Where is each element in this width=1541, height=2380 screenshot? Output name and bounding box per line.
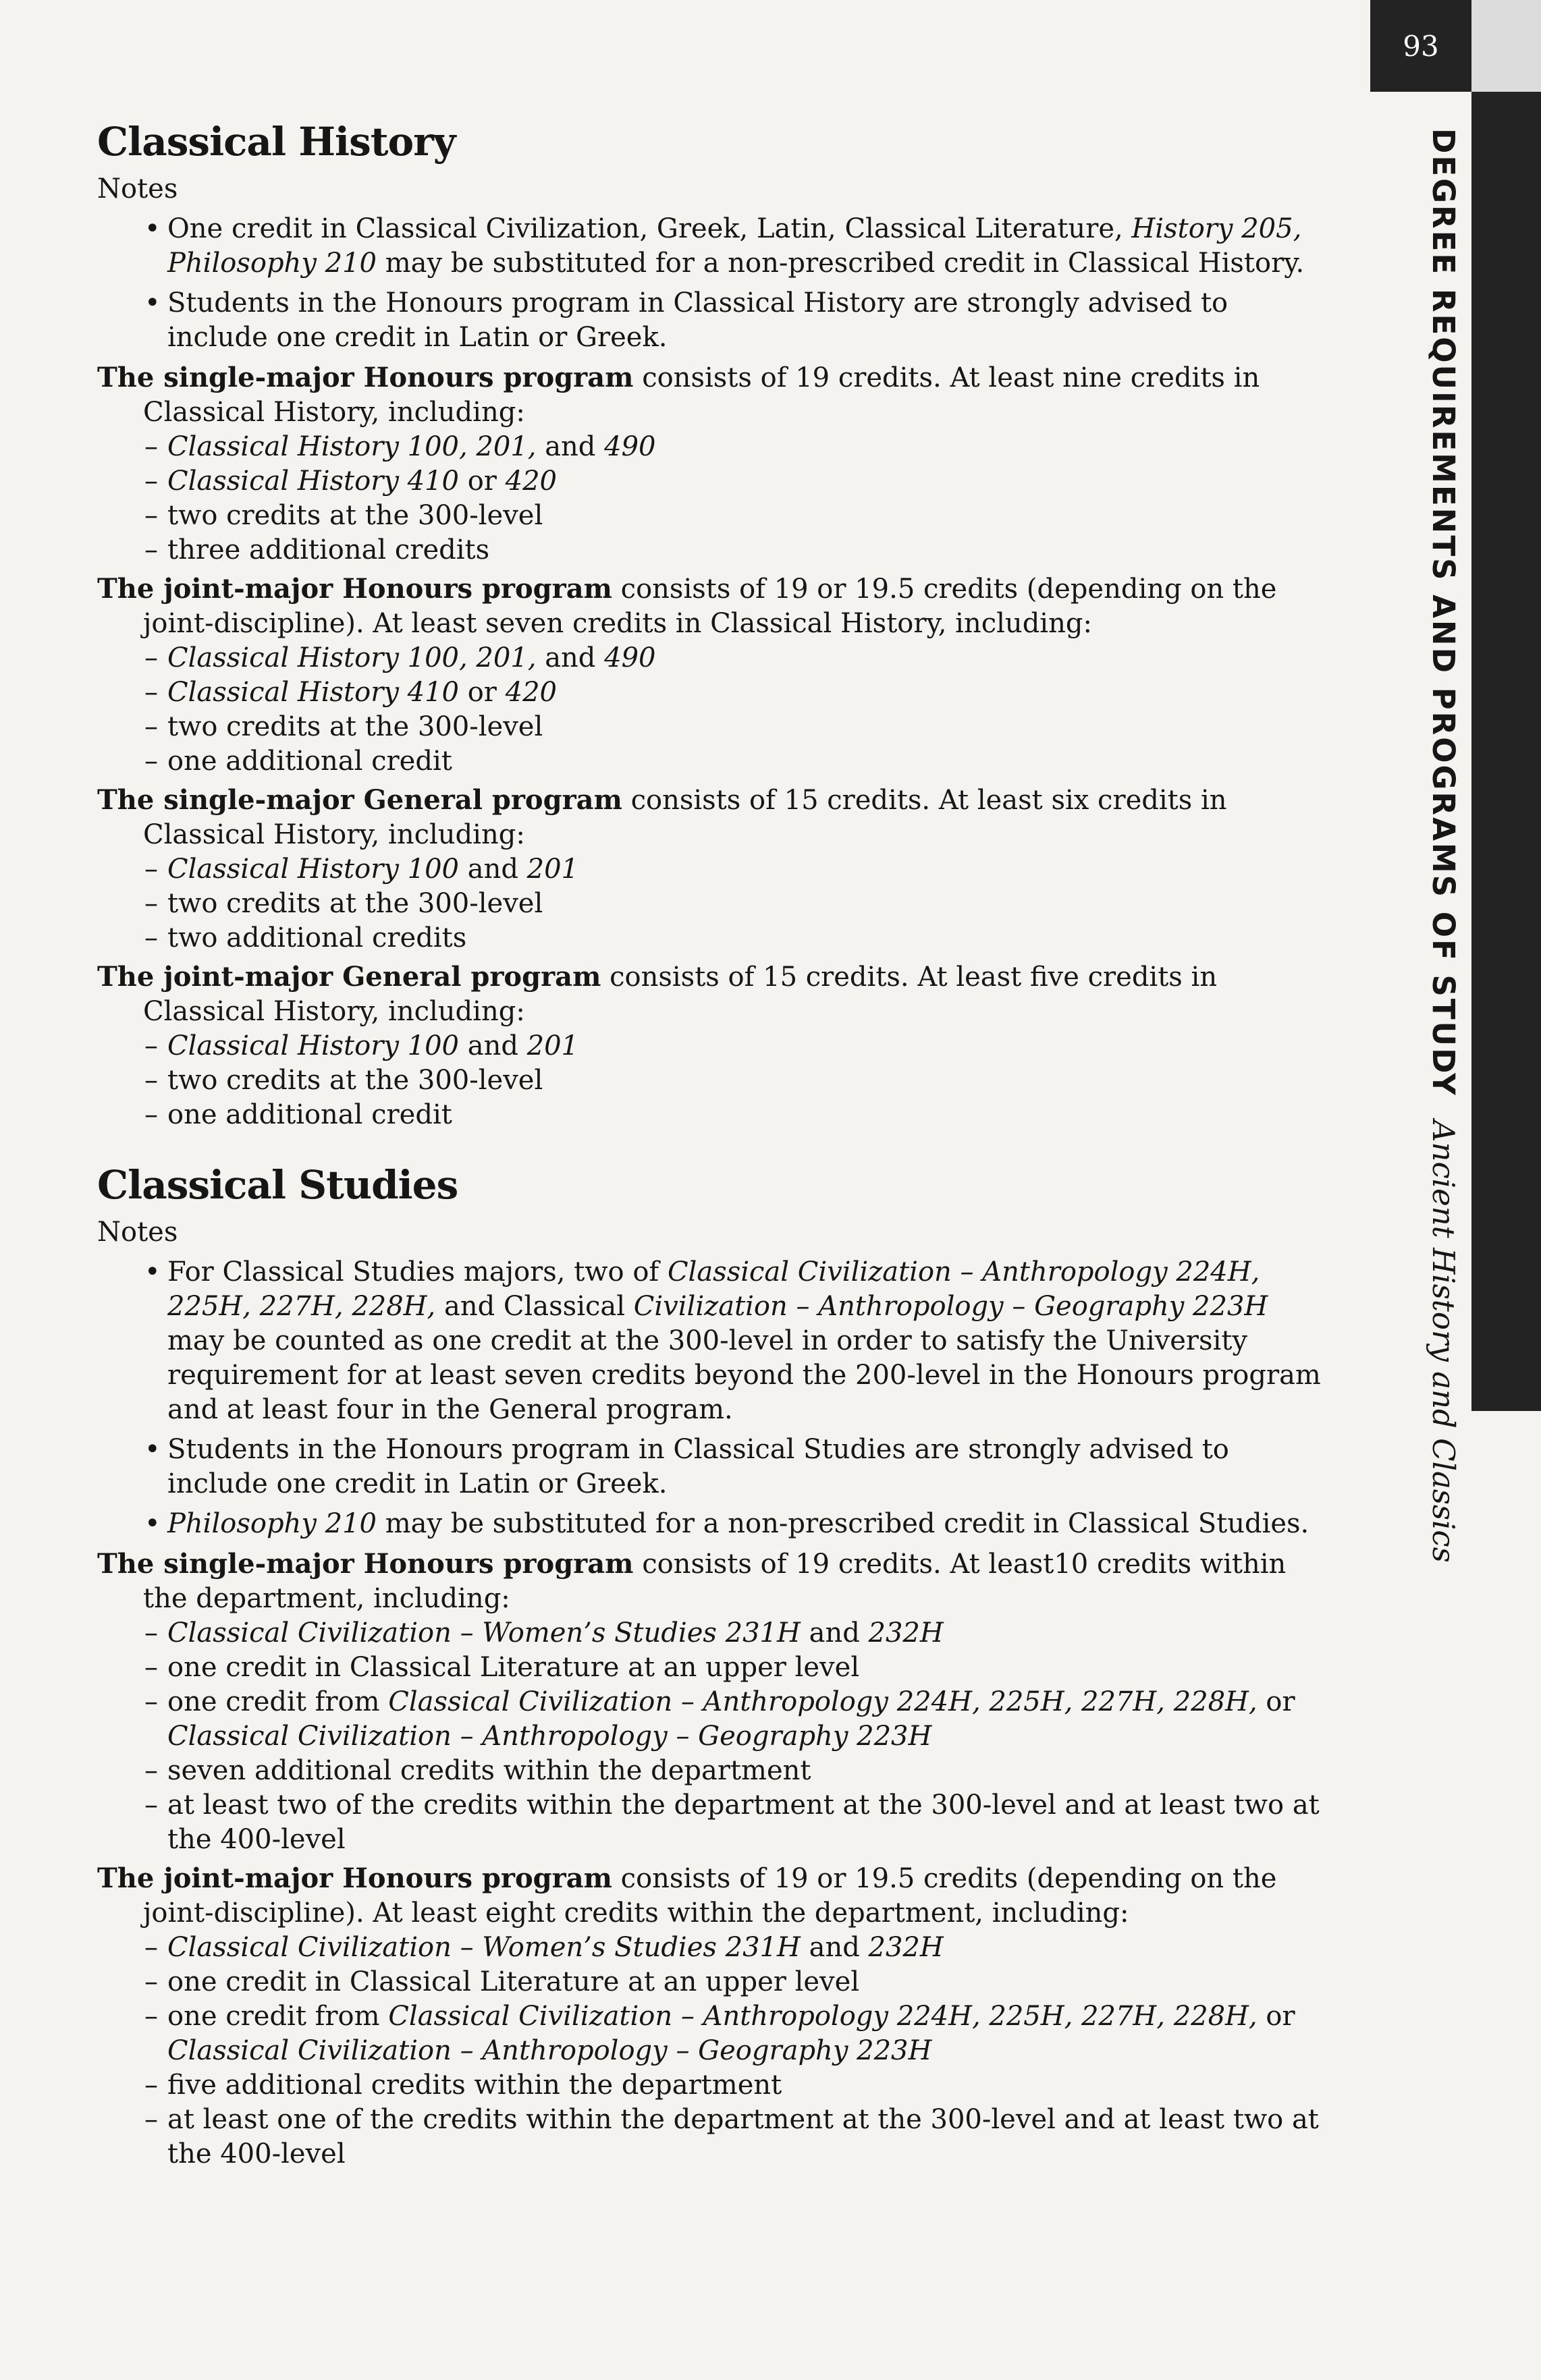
dash-marker: – [144, 677, 158, 708]
program-name: The single-major Honours program [97, 362, 634, 393]
text-run: and Classical [435, 1291, 634, 1322]
italic-text: 201 [526, 1030, 579, 1061]
text-run: One credit in Classical Civilization, Greek, Latin, Classical Literature, [167, 213, 1132, 244]
bullet-dot: • [144, 1256, 161, 1288]
program-description: consists of 19 or 19.5 credits (depending on the joint-discipline). At least seven credits in Classical History, including: [143, 574, 1277, 639]
program-name: The joint-major Honours program [97, 573, 612, 605]
dash-marker: – [144, 746, 158, 777]
dash-marker: – [144, 922, 158, 953]
italic-text: Classical Civilization – Anthropology 224H, 225H, 227H, 228H, [388, 1686, 1258, 1717]
dash-marker: – [144, 1652, 158, 1683]
text-run: two credits at the 300-level [167, 1065, 543, 1096]
text-run: at least two of the credits within the department at the 300-level and at least two at the 400-level [167, 1790, 1320, 1855]
text-run: seven additional credits within the department [167, 1755, 811, 1786]
main-content [97, 115, 1332, 2171]
italic-text: 490 [604, 642, 656, 673]
side-heading-sub: Ancient History and Classics [1426, 1119, 1461, 1563]
requirement-item [97, 675, 1332, 710]
bullet-dot: • [144, 1434, 161, 1465]
dash-marker: – [144, 431, 158, 462]
text-run: Students in the Honours program in Classical History are strongly advised to include one credit in Latin or Greek. [167, 287, 1228, 353]
corner-block [1471, 0, 1541, 92]
dash-marker: – [144, 2070, 158, 2101]
italic-text: Civilization – Anthropology – Geography 223H [633, 1291, 1268, 1322]
section-title: Classical History [97, 119, 456, 165]
italic-text: 232H [868, 1932, 944, 1963]
dash-marker: – [144, 1686, 158, 1717]
dash-marker: – [144, 1099, 158, 1130]
italic-text: Classical Civilization – Anthropology – Geography 223H [167, 1721, 932, 1752]
italic-text: Classical History 410 [167, 677, 459, 708]
requirement-item [97, 2068, 1332, 2103]
text-run: and [536, 431, 605, 462]
requirement-item [97, 744, 1332, 779]
italic-text: Classical Civilization – Women’s Studies 231H [167, 1617, 801, 1649]
text-run: may be substituted for a non-prescribed credit in Classical Studies. [376, 1508, 1309, 1539]
program-paragraph [97, 360, 1332, 430]
note-bullet [97, 286, 1332, 355]
text-run: or [1257, 1686, 1295, 1717]
italic-text: 420 [505, 466, 557, 497]
requirement-item [97, 1685, 1332, 1754]
side-running-heading [1426, 128, 1461, 1562]
program-description: consists of 15 credits. At least five credits in Classical History, including: [143, 962, 1218, 1027]
requirement-item [97, 1754, 1332, 1788]
requirement-item [97, 852, 1332, 887]
program-paragraph [97, 1861, 1332, 1931]
requirement-item [97, 533, 1332, 568]
section-title: Classical Studies [97, 1162, 458, 1208]
dash-marker: – [144, 2104, 158, 2135]
notes-heading: Notes [97, 1217, 178, 1248]
page-number: 93 [1370, 0, 1471, 92]
program-paragraph [97, 572, 1332, 641]
text-run: one additional credit [167, 746, 452, 777]
bullet-dot: • [144, 1508, 161, 1539]
text-run: may be counted as one credit at the 300-level in order to satisfy the University requirement for at least seven credits beyond the 200-level in the Honours program and at least four in the General program. [167, 1325, 1321, 1425]
dash-marker: – [144, 466, 158, 497]
requirement-item [97, 641, 1332, 675]
text-run: one additional credit [167, 1099, 452, 1130]
program-paragraph [97, 960, 1332, 1029]
requirement-item [97, 430, 1332, 464]
text-run: two credits at the 300-level [167, 888, 543, 919]
text-run: and [800, 1932, 869, 1963]
italic-text: 490 [604, 431, 656, 462]
dash-marker: – [144, 711, 158, 742]
text-run: and [800, 1617, 869, 1649]
italic-text: Classical History 100 [167, 854, 459, 885]
text-run: one credit from [167, 1686, 389, 1717]
requirement-item [97, 1965, 1332, 1999]
program-description: consists of 19 or 19.5 credits (depending on the joint-discipline). At least eight credits within the department, including: [143, 1863, 1277, 1929]
note-bullet [97, 1433, 1332, 1501]
dash-marker: – [144, 1790, 158, 1821]
text-run: may be substituted for a non-prescribed credit in Classical History. [376, 248, 1305, 279]
dash-marker: – [144, 2001, 158, 2032]
requirement-item [97, 1999, 1332, 2068]
text-run: two additional credits [167, 922, 467, 953]
requirement-item [97, 2103, 1332, 2171]
text-run: three additional credits [167, 534, 490, 565]
program-paragraph [97, 783, 1332, 852]
text-run: one credit in Classical Literature at an upper level [167, 1652, 860, 1683]
text-run: and [459, 1030, 527, 1061]
program-description: consists of 19 credits. At least10 credits within the department, including: [143, 1549, 1287, 1614]
dash-marker: – [144, 534, 158, 565]
requirement-item [97, 921, 1332, 956]
text-run: two credits at the 300-level [167, 500, 543, 531]
dash-marker: – [144, 642, 158, 673]
text-run: and [536, 642, 605, 673]
requirement-item [97, 499, 1332, 533]
text-run: For Classical Studies majors, two of [167, 1256, 668, 1288]
italic-text: Classical History 100 [167, 1030, 459, 1061]
requirement-item [97, 1616, 1332, 1651]
program-paragraph [97, 1547, 1332, 1616]
requirement-item [97, 464, 1332, 499]
italic-text: Classical Civilization – Anthropology – Geography 223H [167, 2035, 932, 2066]
program-name: The single-major Honours program [97, 1548, 634, 1580]
program-name: The single-major General program [97, 784, 622, 816]
dash-marker: – [144, 1617, 158, 1649]
note-bullet [97, 1507, 1332, 1541]
italic-text: Classical History 410 [167, 466, 459, 497]
italic-text: 232H [868, 1617, 944, 1649]
italic-text: Classical History 100, 201, [167, 431, 537, 462]
text-run: five additional credits within the department [167, 2070, 782, 2101]
text-run: or [459, 466, 506, 497]
section-tab-bar [1471, 92, 1541, 1411]
text-run: and [459, 854, 527, 885]
italic-text: Philosophy 210 [167, 1508, 377, 1539]
text-run: two credits at the 300-level [167, 711, 543, 742]
requirement-item [97, 1098, 1332, 1132]
italic-text: 420 [505, 677, 557, 708]
text-run: or [459, 677, 506, 708]
dash-marker: – [144, 854, 158, 885]
note-bullet [97, 212, 1332, 281]
dash-marker: – [144, 888, 158, 919]
requirement-item [97, 887, 1332, 921]
italic-text: Classical Civilization – Women’s Studies 231H [167, 1932, 801, 1963]
dash-marker: – [144, 500, 158, 531]
italic-text: History 205, Philosophy 210 [167, 213, 1302, 279]
side-heading-main: DEGREE REQUIREMENTS AND PROGRAMS OF STUDY [1426, 128, 1461, 1097]
requirement-item [97, 710, 1332, 744]
requirement-item [97, 1063, 1332, 1098]
requirement-item [97, 1788, 1332, 1857]
bullet-dot: • [144, 213, 161, 244]
program-name: The joint-major Honours program [97, 1862, 612, 1894]
note-bullet [97, 1255, 1332, 1427]
dash-marker: – [144, 1966, 158, 1997]
requirement-item [97, 1651, 1332, 1685]
bullet-dot: • [144, 287, 161, 319]
text-run: one credit from [167, 2001, 389, 2032]
program-description: consists of 19 credits. At least nine credits in Classical History, including: [143, 362, 1260, 428]
italic-text: Classical Civilization – Anthropology 224H, 225H, 227H, 228H, [167, 1256, 1260, 1322]
italic-text: Classical Civilization – Anthropology 224H, 225H, 227H, 228H, [388, 2001, 1258, 2032]
notes-heading: Notes [97, 173, 178, 204]
requirement-item [97, 1931, 1332, 1965]
program-name: The joint-major General program [97, 961, 601, 993]
dash-marker: – [144, 1030, 158, 1061]
dash-marker: – [144, 1932, 158, 1963]
requirement-item [97, 1029, 1332, 1063]
text-run: one credit in Classical Literature at an upper level [167, 1966, 860, 1997]
text-run: at least one of the credits within the department at the 300-level and at least two at the 400-level [167, 2104, 1319, 2169]
italic-text: 201 [526, 854, 579, 885]
text-run: Students in the Honours program in Classical Studies are strongly advised to include one credit in Latin or Greek. [167, 1434, 1229, 1499]
dash-marker: – [144, 1065, 158, 1096]
italic-text: Classical History 100, 201, [167, 642, 537, 673]
text-run: or [1257, 2001, 1295, 2032]
program-description: consists of 15 credits. At least six credits in Classical History, including: [143, 785, 1227, 850]
dash-marker: – [144, 1755, 158, 1786]
